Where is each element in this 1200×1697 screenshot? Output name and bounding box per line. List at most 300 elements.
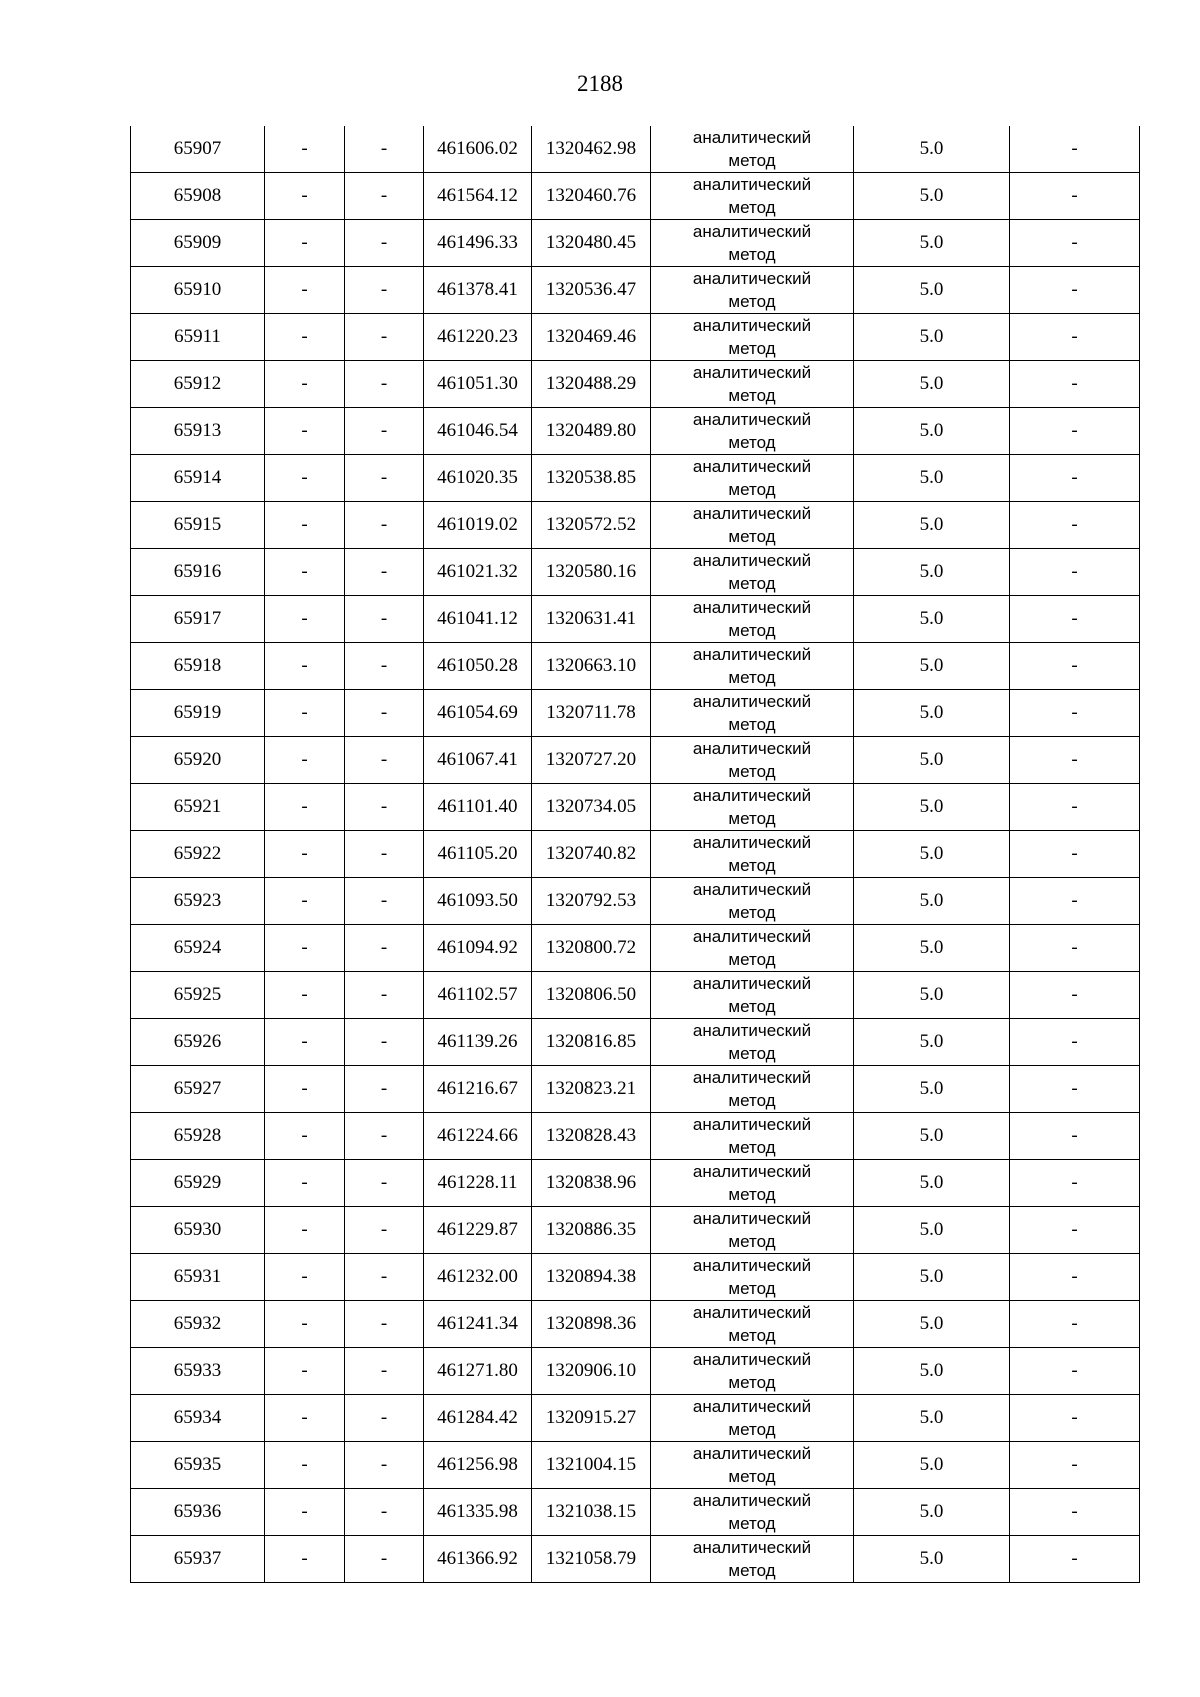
column-2-cell: - xyxy=(265,925,345,972)
x-coordinate-cell: 461229.87 xyxy=(424,1207,532,1254)
table-body xyxy=(131,126,1140,1583)
x-coordinate-cell: 461564.12 xyxy=(424,173,532,220)
table-row xyxy=(131,126,1140,173)
accuracy-cell: 5.0 xyxy=(854,314,1010,361)
x-coordinate-cell: 461041.12 xyxy=(424,596,532,643)
column-3-cell: - xyxy=(345,1113,424,1160)
accuracy-cell: 5.0 xyxy=(854,878,1010,925)
column-3-cell: - xyxy=(345,737,424,784)
method-line-2: метод xyxy=(728,903,776,922)
method-cell xyxy=(651,267,854,314)
method-line-1: аналитический xyxy=(692,410,812,429)
note-cell: - xyxy=(1010,925,1140,972)
column-2-cell: - xyxy=(265,1489,345,1536)
note-cell: - xyxy=(1010,408,1140,455)
point-number-cell: 65934 xyxy=(131,1395,265,1442)
column-3-cell: - xyxy=(345,126,424,173)
method-line-2: метод xyxy=(728,950,776,969)
y-coordinate-cell: 1320462.98 xyxy=(532,126,651,173)
method-line-2: метод xyxy=(728,1561,776,1580)
x-coordinate-cell: 461335.98 xyxy=(424,1489,532,1536)
y-coordinate-cell: 1320915.27 xyxy=(532,1395,651,1442)
column-2-cell: - xyxy=(265,1207,345,1254)
table-row xyxy=(131,1066,1140,1113)
accuracy-cell: 5.0 xyxy=(854,361,1010,408)
column-2-cell: - xyxy=(265,408,345,455)
method-line-2: метод xyxy=(728,715,776,734)
point-number-cell: 65916 xyxy=(131,549,265,596)
method-cell xyxy=(651,690,854,737)
y-coordinate-cell: 1320906.10 xyxy=(532,1348,651,1395)
accuracy-cell: 5.0 xyxy=(854,784,1010,831)
note-cell: - xyxy=(1010,1536,1140,1583)
accuracy-cell: 5.0 xyxy=(854,126,1010,173)
note-cell: - xyxy=(1010,455,1140,502)
method-cell xyxy=(651,1536,854,1583)
method-cell xyxy=(651,1160,854,1207)
x-coordinate-cell: 461105.20 xyxy=(424,831,532,878)
x-coordinate-cell: 461271.80 xyxy=(424,1348,532,1395)
method-line-1: аналитический xyxy=(692,1115,812,1134)
y-coordinate-cell: 1320488.29 xyxy=(532,361,651,408)
method-line-1: аналитический xyxy=(692,363,812,382)
method-line-2: метод xyxy=(728,433,776,452)
column-3-cell: - xyxy=(345,267,424,314)
point-number-cell: 65922 xyxy=(131,831,265,878)
column-3-cell: - xyxy=(345,1489,424,1536)
method-line-1: аналитический xyxy=(692,598,812,617)
y-coordinate-cell: 1320480.45 xyxy=(532,220,651,267)
method-cell xyxy=(651,596,854,643)
y-coordinate-cell: 1320894.38 xyxy=(532,1254,651,1301)
method-line-1: аналитический xyxy=(692,1021,812,1040)
method-line-2: метод xyxy=(728,198,776,217)
method-line-1: аналитический xyxy=(692,1397,812,1416)
table-row xyxy=(131,784,1140,831)
method-line-1: аналитический xyxy=(692,739,812,758)
column-2-cell: - xyxy=(265,173,345,220)
column-3-cell: - xyxy=(345,1442,424,1489)
x-coordinate-cell: 461139.26 xyxy=(424,1019,532,1066)
method-cell xyxy=(651,549,854,596)
method-line-1: аналитический xyxy=(692,504,812,523)
table-row xyxy=(131,831,1140,878)
method-line-2: метод xyxy=(728,1185,776,1204)
method-line-2: метод xyxy=(728,245,776,264)
method-cell xyxy=(651,1207,854,1254)
column-3-cell: - xyxy=(345,173,424,220)
note-cell: - xyxy=(1010,1301,1140,1348)
table-row xyxy=(131,408,1140,455)
point-number-cell: 65930 xyxy=(131,1207,265,1254)
note-cell: - xyxy=(1010,361,1140,408)
note-cell: - xyxy=(1010,1019,1140,1066)
point-number-cell: 65913 xyxy=(131,408,265,455)
note-cell: - xyxy=(1010,314,1140,361)
column-3-cell: - xyxy=(345,690,424,737)
table-row xyxy=(131,1254,1140,1301)
x-coordinate-cell: 461216.67 xyxy=(424,1066,532,1113)
x-coordinate-cell: 461232.00 xyxy=(424,1254,532,1301)
y-coordinate-cell: 1320816.85 xyxy=(532,1019,651,1066)
method-cell xyxy=(651,1489,854,1536)
method-cell xyxy=(651,784,854,831)
table-row xyxy=(131,1536,1140,1583)
method-cell xyxy=(651,1019,854,1066)
x-coordinate-cell: 461228.11 xyxy=(424,1160,532,1207)
accuracy-cell: 5.0 xyxy=(854,502,1010,549)
method-cell xyxy=(651,972,854,1019)
method-line-1: аналитический xyxy=(692,880,812,899)
note-cell: - xyxy=(1010,220,1140,267)
column-3-cell: - xyxy=(345,1160,424,1207)
method-cell xyxy=(651,1348,854,1395)
note-cell: - xyxy=(1010,596,1140,643)
y-coordinate-cell: 1320823.21 xyxy=(532,1066,651,1113)
note-cell: - xyxy=(1010,737,1140,784)
point-number-cell: 65920 xyxy=(131,737,265,784)
column-2-cell: - xyxy=(265,972,345,1019)
y-coordinate-cell: 1320580.16 xyxy=(532,549,651,596)
method-cell xyxy=(651,126,854,173)
accuracy-cell: 5.0 xyxy=(854,1160,1010,1207)
method-line-1: аналитический xyxy=(692,833,812,852)
method-line-2: метод xyxy=(728,856,776,875)
x-coordinate-cell: 461046.54 xyxy=(424,408,532,455)
method-line-1: аналитический xyxy=(692,1068,812,1087)
accuracy-cell: 5.0 xyxy=(854,267,1010,314)
method-line-1: аналитический xyxy=(692,974,812,993)
note-cell: - xyxy=(1010,126,1140,173)
note-cell: - xyxy=(1010,1395,1140,1442)
method-line-2: метод xyxy=(728,574,776,593)
method-cell xyxy=(651,1442,854,1489)
method-line-2: метод xyxy=(728,1373,776,1392)
table-row xyxy=(131,1113,1140,1160)
method-line-1: аналитический xyxy=(692,692,812,711)
table-row xyxy=(131,549,1140,596)
y-coordinate-cell: 1320727.20 xyxy=(532,737,651,784)
note-cell: - xyxy=(1010,831,1140,878)
table-row xyxy=(131,173,1140,220)
accuracy-cell: 5.0 xyxy=(854,1254,1010,1301)
point-number-cell: 65936 xyxy=(131,1489,265,1536)
column-3-cell: - xyxy=(345,784,424,831)
table-row xyxy=(131,643,1140,690)
point-number-cell: 65925 xyxy=(131,972,265,1019)
column-2-cell: - xyxy=(265,126,345,173)
method-cell xyxy=(651,361,854,408)
method-line-2: метод xyxy=(728,1326,776,1345)
accuracy-cell: 5.0 xyxy=(854,549,1010,596)
point-number-cell: 65927 xyxy=(131,1066,265,1113)
accuracy-cell: 5.0 xyxy=(854,1019,1010,1066)
x-coordinate-cell: 461050.28 xyxy=(424,643,532,690)
method-line-1: аналитический xyxy=(692,1350,812,1369)
y-coordinate-cell: 1320886.35 xyxy=(532,1207,651,1254)
method-line-1: аналитический xyxy=(692,551,812,570)
column-2-cell: - xyxy=(265,502,345,549)
method-line-2: метод xyxy=(728,997,776,1016)
method-cell xyxy=(651,1301,854,1348)
accuracy-cell: 5.0 xyxy=(854,220,1010,267)
page-number: 2188 xyxy=(577,71,623,96)
y-coordinate-cell: 1320572.52 xyxy=(532,502,651,549)
column-3-cell: - xyxy=(345,1254,424,1301)
method-line-2: метод xyxy=(728,386,776,405)
x-coordinate-cell: 461021.32 xyxy=(424,549,532,596)
table-row xyxy=(131,502,1140,549)
note-cell: - xyxy=(1010,173,1140,220)
note-cell: - xyxy=(1010,1348,1140,1395)
y-coordinate-cell: 1320800.72 xyxy=(532,925,651,972)
column-2-cell: - xyxy=(265,784,345,831)
method-line-2: метод xyxy=(728,339,776,358)
table-row xyxy=(131,1489,1140,1536)
column-3-cell: - xyxy=(345,1019,424,1066)
accuracy-cell: 5.0 xyxy=(854,1536,1010,1583)
note-cell: - xyxy=(1010,784,1140,831)
column-3-cell: - xyxy=(345,455,424,502)
note-cell: - xyxy=(1010,267,1140,314)
x-coordinate-cell: 461093.50 xyxy=(424,878,532,925)
column-2-cell: - xyxy=(265,643,345,690)
y-coordinate-cell: 1320898.36 xyxy=(532,1301,651,1348)
column-2-cell: - xyxy=(265,455,345,502)
column-3-cell: - xyxy=(345,1348,424,1395)
column-3-cell: - xyxy=(345,408,424,455)
column-3-cell: - xyxy=(345,1207,424,1254)
method-line-1: аналитический xyxy=(692,645,812,664)
method-line-1: аналитический xyxy=(692,1444,812,1463)
column-3-cell: - xyxy=(345,549,424,596)
method-cell xyxy=(651,314,854,361)
column-3-cell: - xyxy=(345,1066,424,1113)
column-2-cell: - xyxy=(265,1019,345,1066)
method-cell xyxy=(651,1113,854,1160)
accuracy-cell: 5.0 xyxy=(854,972,1010,1019)
accuracy-cell: 5.0 xyxy=(854,690,1010,737)
column-3-cell: - xyxy=(345,361,424,408)
x-coordinate-cell: 461102.57 xyxy=(424,972,532,1019)
method-line-2: метод xyxy=(728,809,776,828)
y-coordinate-cell: 1320792.53 xyxy=(532,878,651,925)
table-row xyxy=(131,1019,1140,1066)
y-coordinate-cell: 1320460.76 xyxy=(532,173,651,220)
accuracy-cell: 5.0 xyxy=(854,643,1010,690)
accuracy-cell: 5.0 xyxy=(854,925,1010,972)
note-cell: - xyxy=(1010,690,1140,737)
x-coordinate-cell: 461094.92 xyxy=(424,925,532,972)
table-row xyxy=(131,878,1140,925)
method-cell xyxy=(651,408,854,455)
point-number-cell: 65924 xyxy=(131,925,265,972)
x-coordinate-cell: 461606.02 xyxy=(424,126,532,173)
method-line-1: аналитический xyxy=(692,927,812,946)
point-number-cell: 65918 xyxy=(131,643,265,690)
table-row xyxy=(131,1160,1140,1207)
table-row xyxy=(131,1301,1140,1348)
y-coordinate-cell: 1320828.43 xyxy=(532,1113,651,1160)
method-cell xyxy=(651,831,854,878)
method-line-2: метод xyxy=(728,668,776,687)
note-cell: - xyxy=(1010,1066,1140,1113)
column-2-cell: - xyxy=(265,1301,345,1348)
method-line-2: метод xyxy=(728,527,776,546)
method-cell xyxy=(651,455,854,502)
method-cell xyxy=(651,643,854,690)
point-number-cell: 65917 xyxy=(131,596,265,643)
method-line-1: аналитический xyxy=(692,175,812,194)
y-coordinate-cell: 1321004.15 xyxy=(532,1442,651,1489)
method-line-2: метод xyxy=(728,1232,776,1251)
accuracy-cell: 5.0 xyxy=(854,1066,1010,1113)
point-number-cell: 65912 xyxy=(131,361,265,408)
x-coordinate-cell: 461256.98 xyxy=(424,1442,532,1489)
method-line-2: метод xyxy=(728,151,776,170)
point-number-cell: 65921 xyxy=(131,784,265,831)
accuracy-cell: 5.0 xyxy=(854,1113,1010,1160)
column-2-cell: - xyxy=(265,267,345,314)
method-cell xyxy=(651,1066,854,1113)
note-cell: - xyxy=(1010,1113,1140,1160)
method-line-2: метод xyxy=(728,1467,776,1486)
note-cell: - xyxy=(1010,878,1140,925)
method-cell xyxy=(651,925,854,972)
note-cell: - xyxy=(1010,549,1140,596)
point-number-cell: 65926 xyxy=(131,1019,265,1066)
column-2-cell: - xyxy=(265,549,345,596)
method-line-2: метод xyxy=(728,1279,776,1298)
column-2-cell: - xyxy=(265,596,345,643)
method-line-1: аналитический xyxy=(692,222,812,241)
y-coordinate-cell: 1320469.46 xyxy=(532,314,651,361)
accuracy-cell: 5.0 xyxy=(854,1395,1010,1442)
coordinates-table xyxy=(130,126,1140,1583)
y-coordinate-cell: 1320489.80 xyxy=(532,408,651,455)
note-cell: - xyxy=(1010,643,1140,690)
accuracy-cell: 5.0 xyxy=(854,1348,1010,1395)
y-coordinate-cell: 1320740.82 xyxy=(532,831,651,878)
x-coordinate-cell: 461366.92 xyxy=(424,1536,532,1583)
y-coordinate-cell: 1320711.78 xyxy=(532,690,651,737)
x-coordinate-cell: 461241.34 xyxy=(424,1301,532,1348)
method-line-1: аналитический xyxy=(692,1538,812,1557)
method-cell xyxy=(651,220,854,267)
point-number-cell: 65933 xyxy=(131,1348,265,1395)
method-cell xyxy=(651,173,854,220)
note-cell: - xyxy=(1010,1160,1140,1207)
x-coordinate-cell: 461496.33 xyxy=(424,220,532,267)
method-line-1: аналитический xyxy=(692,1256,812,1275)
x-coordinate-cell: 461378.41 xyxy=(424,267,532,314)
x-coordinate-cell: 461054.69 xyxy=(424,690,532,737)
column-3-cell: - xyxy=(345,1536,424,1583)
method-cell xyxy=(651,878,854,925)
point-number-cell: 65910 xyxy=(131,267,265,314)
method-cell xyxy=(651,1254,854,1301)
column-2-cell: - xyxy=(265,1348,345,1395)
table-row xyxy=(131,1442,1140,1489)
method-line-1: аналитический xyxy=(692,1162,812,1181)
point-number-cell: 65931 xyxy=(131,1254,265,1301)
column-2-cell: - xyxy=(265,1536,345,1583)
x-coordinate-cell: 461284.42 xyxy=(424,1395,532,1442)
column-2-cell: - xyxy=(265,1442,345,1489)
method-line-1: аналитический xyxy=(692,128,812,147)
accuracy-cell: 5.0 xyxy=(854,173,1010,220)
method-line-2: метод xyxy=(728,292,776,311)
y-coordinate-cell: 1320838.96 xyxy=(532,1160,651,1207)
method-line-1: аналитический xyxy=(692,1303,812,1322)
column-2-cell: - xyxy=(265,1066,345,1113)
column-3-cell: - xyxy=(345,596,424,643)
note-cell: - xyxy=(1010,1489,1140,1536)
x-coordinate-cell: 461067.41 xyxy=(424,737,532,784)
point-number-cell: 65929 xyxy=(131,1160,265,1207)
method-line-1: аналитический xyxy=(692,316,812,335)
method-cell xyxy=(651,1395,854,1442)
column-3-cell: - xyxy=(345,1395,424,1442)
method-line-1: аналитический xyxy=(692,457,812,476)
method-line-2: метод xyxy=(728,1420,776,1439)
column-3-cell: - xyxy=(345,314,424,361)
point-number-cell: 65911 xyxy=(131,314,265,361)
table-row xyxy=(131,690,1140,737)
table-row xyxy=(131,455,1140,502)
column-3-cell: - xyxy=(345,502,424,549)
method-line-2: метод xyxy=(728,1091,776,1110)
table-row xyxy=(131,1348,1140,1395)
table-row xyxy=(131,314,1140,361)
column-2-cell: - xyxy=(265,361,345,408)
x-coordinate-cell: 461224.66 xyxy=(424,1113,532,1160)
note-cell: - xyxy=(1010,1442,1140,1489)
column-2-cell: - xyxy=(265,220,345,267)
method-line-2: метод xyxy=(728,1044,776,1063)
accuracy-cell: 5.0 xyxy=(854,1489,1010,1536)
column-2-cell: - xyxy=(265,1254,345,1301)
method-line-2: метод xyxy=(728,1514,776,1533)
column-2-cell: - xyxy=(265,1113,345,1160)
column-3-cell: - xyxy=(345,1301,424,1348)
column-2-cell: - xyxy=(265,878,345,925)
accuracy-cell: 5.0 xyxy=(854,1301,1010,1348)
accuracy-cell: 5.0 xyxy=(854,408,1010,455)
method-line-2: метод xyxy=(728,621,776,640)
column-2-cell: - xyxy=(265,1160,345,1207)
point-number-cell: 65908 xyxy=(131,173,265,220)
method-line-2: метод xyxy=(728,480,776,499)
accuracy-cell: 5.0 xyxy=(854,831,1010,878)
table-row xyxy=(131,1395,1140,1442)
column-2-cell: - xyxy=(265,1395,345,1442)
x-coordinate-cell: 461220.23 xyxy=(424,314,532,361)
table-row xyxy=(131,361,1140,408)
y-coordinate-cell: 1321038.15 xyxy=(532,1489,651,1536)
accuracy-cell: 5.0 xyxy=(854,596,1010,643)
method-line-2: метод xyxy=(728,762,776,781)
table-row xyxy=(131,596,1140,643)
method-cell xyxy=(651,737,854,784)
method-cell xyxy=(651,502,854,549)
accuracy-cell: 5.0 xyxy=(854,1207,1010,1254)
table-row xyxy=(131,972,1140,1019)
point-number-cell: 65923 xyxy=(131,878,265,925)
point-number-cell: 65909 xyxy=(131,220,265,267)
y-coordinate-cell: 1320631.41 xyxy=(532,596,651,643)
point-number-cell: 65919 xyxy=(131,690,265,737)
